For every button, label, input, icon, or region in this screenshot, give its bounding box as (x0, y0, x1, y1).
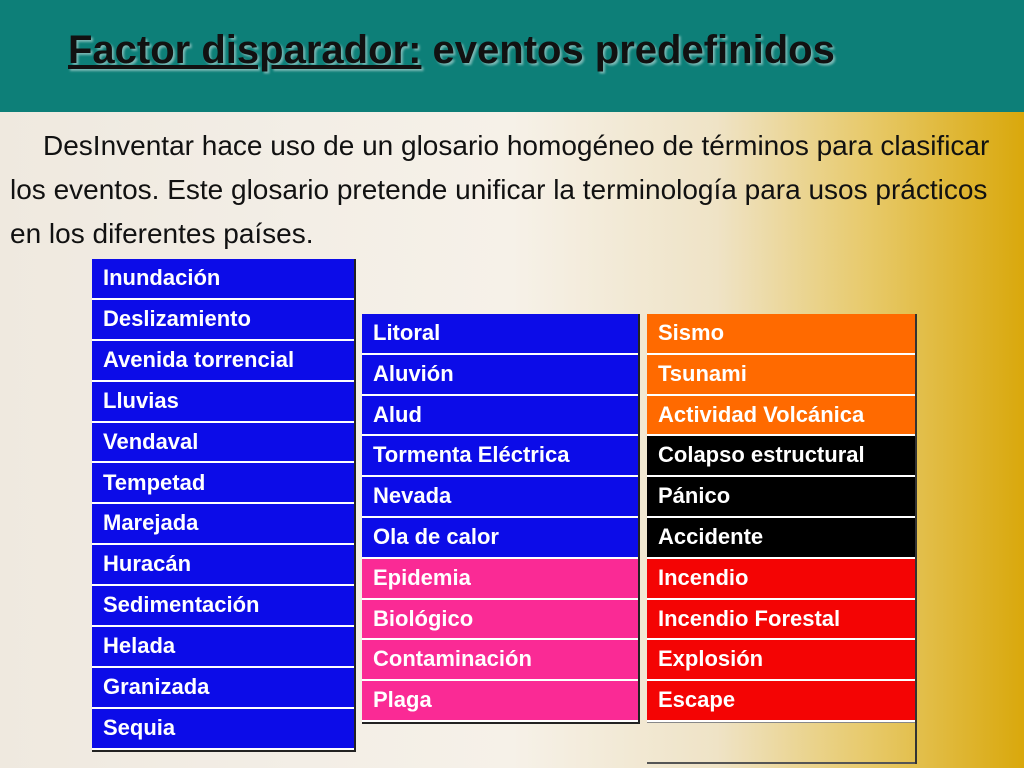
event-cell: Vendaval (92, 423, 354, 464)
slide-title-underlined: Factor disparador: (68, 28, 422, 72)
event-cell: Litoral (362, 314, 638, 355)
event-cell: Ola de calor (362, 518, 638, 559)
event-cell: Alud (362, 396, 638, 437)
event-column-1 (92, 259, 356, 752)
event-cell: Tsunami (647, 355, 915, 396)
event-cell: Aluvión (362, 355, 638, 396)
intro-paragraph: DesInventar hace uso de un glosario homogéneo de términos para clasificar los eventos. Este glosario pretende unificar la terminología para usos prácticos en los diferentes países. (10, 130, 990, 249)
event-cell: Deslizamiento (92, 300, 354, 341)
slide-title (68, 28, 835, 73)
event-cell: Incendio Forestal (647, 600, 915, 641)
event-cell: Huracán (92, 545, 354, 586)
event-cell: Tormenta Eléctrica (362, 436, 638, 477)
event-cell: Pánico (647, 477, 915, 518)
event-column-3 (647, 314, 917, 764)
event-cell: Sedimentación (92, 586, 354, 627)
event-cell: Lluvias (92, 382, 354, 423)
event-cell: Accidente (647, 518, 915, 559)
event-cell: Colapso estructural (647, 436, 915, 477)
event-cell: Marejada (92, 504, 354, 545)
event-cell: Incendio (647, 559, 915, 600)
event-cell: Actividad Volcánica (647, 396, 915, 437)
empty-cell (647, 722, 915, 764)
event-cell: Avenida torrencial (92, 341, 354, 382)
event-cell: Biológico (362, 600, 638, 641)
event-column-2 (362, 314, 640, 724)
event-cell: Escape (647, 681, 915, 722)
event-cell: Nevada (362, 477, 638, 518)
event-cell: Plaga (362, 681, 638, 722)
event-cell: Sequia (92, 709, 354, 750)
slide-title-rest: eventos predefinidos (421, 28, 835, 72)
event-cell: Tempetad (92, 464, 354, 505)
event-cell: Contaminación (362, 640, 638, 681)
event-cell: Granizada (92, 668, 354, 709)
event-cell: Sismo (647, 314, 915, 355)
event-cell: Inundación (92, 259, 354, 300)
event-cell: Helada (92, 627, 354, 668)
event-cell: Explosión (647, 640, 915, 681)
title-bar (0, 0, 1024, 112)
event-cell: Epidemia (362, 559, 638, 600)
